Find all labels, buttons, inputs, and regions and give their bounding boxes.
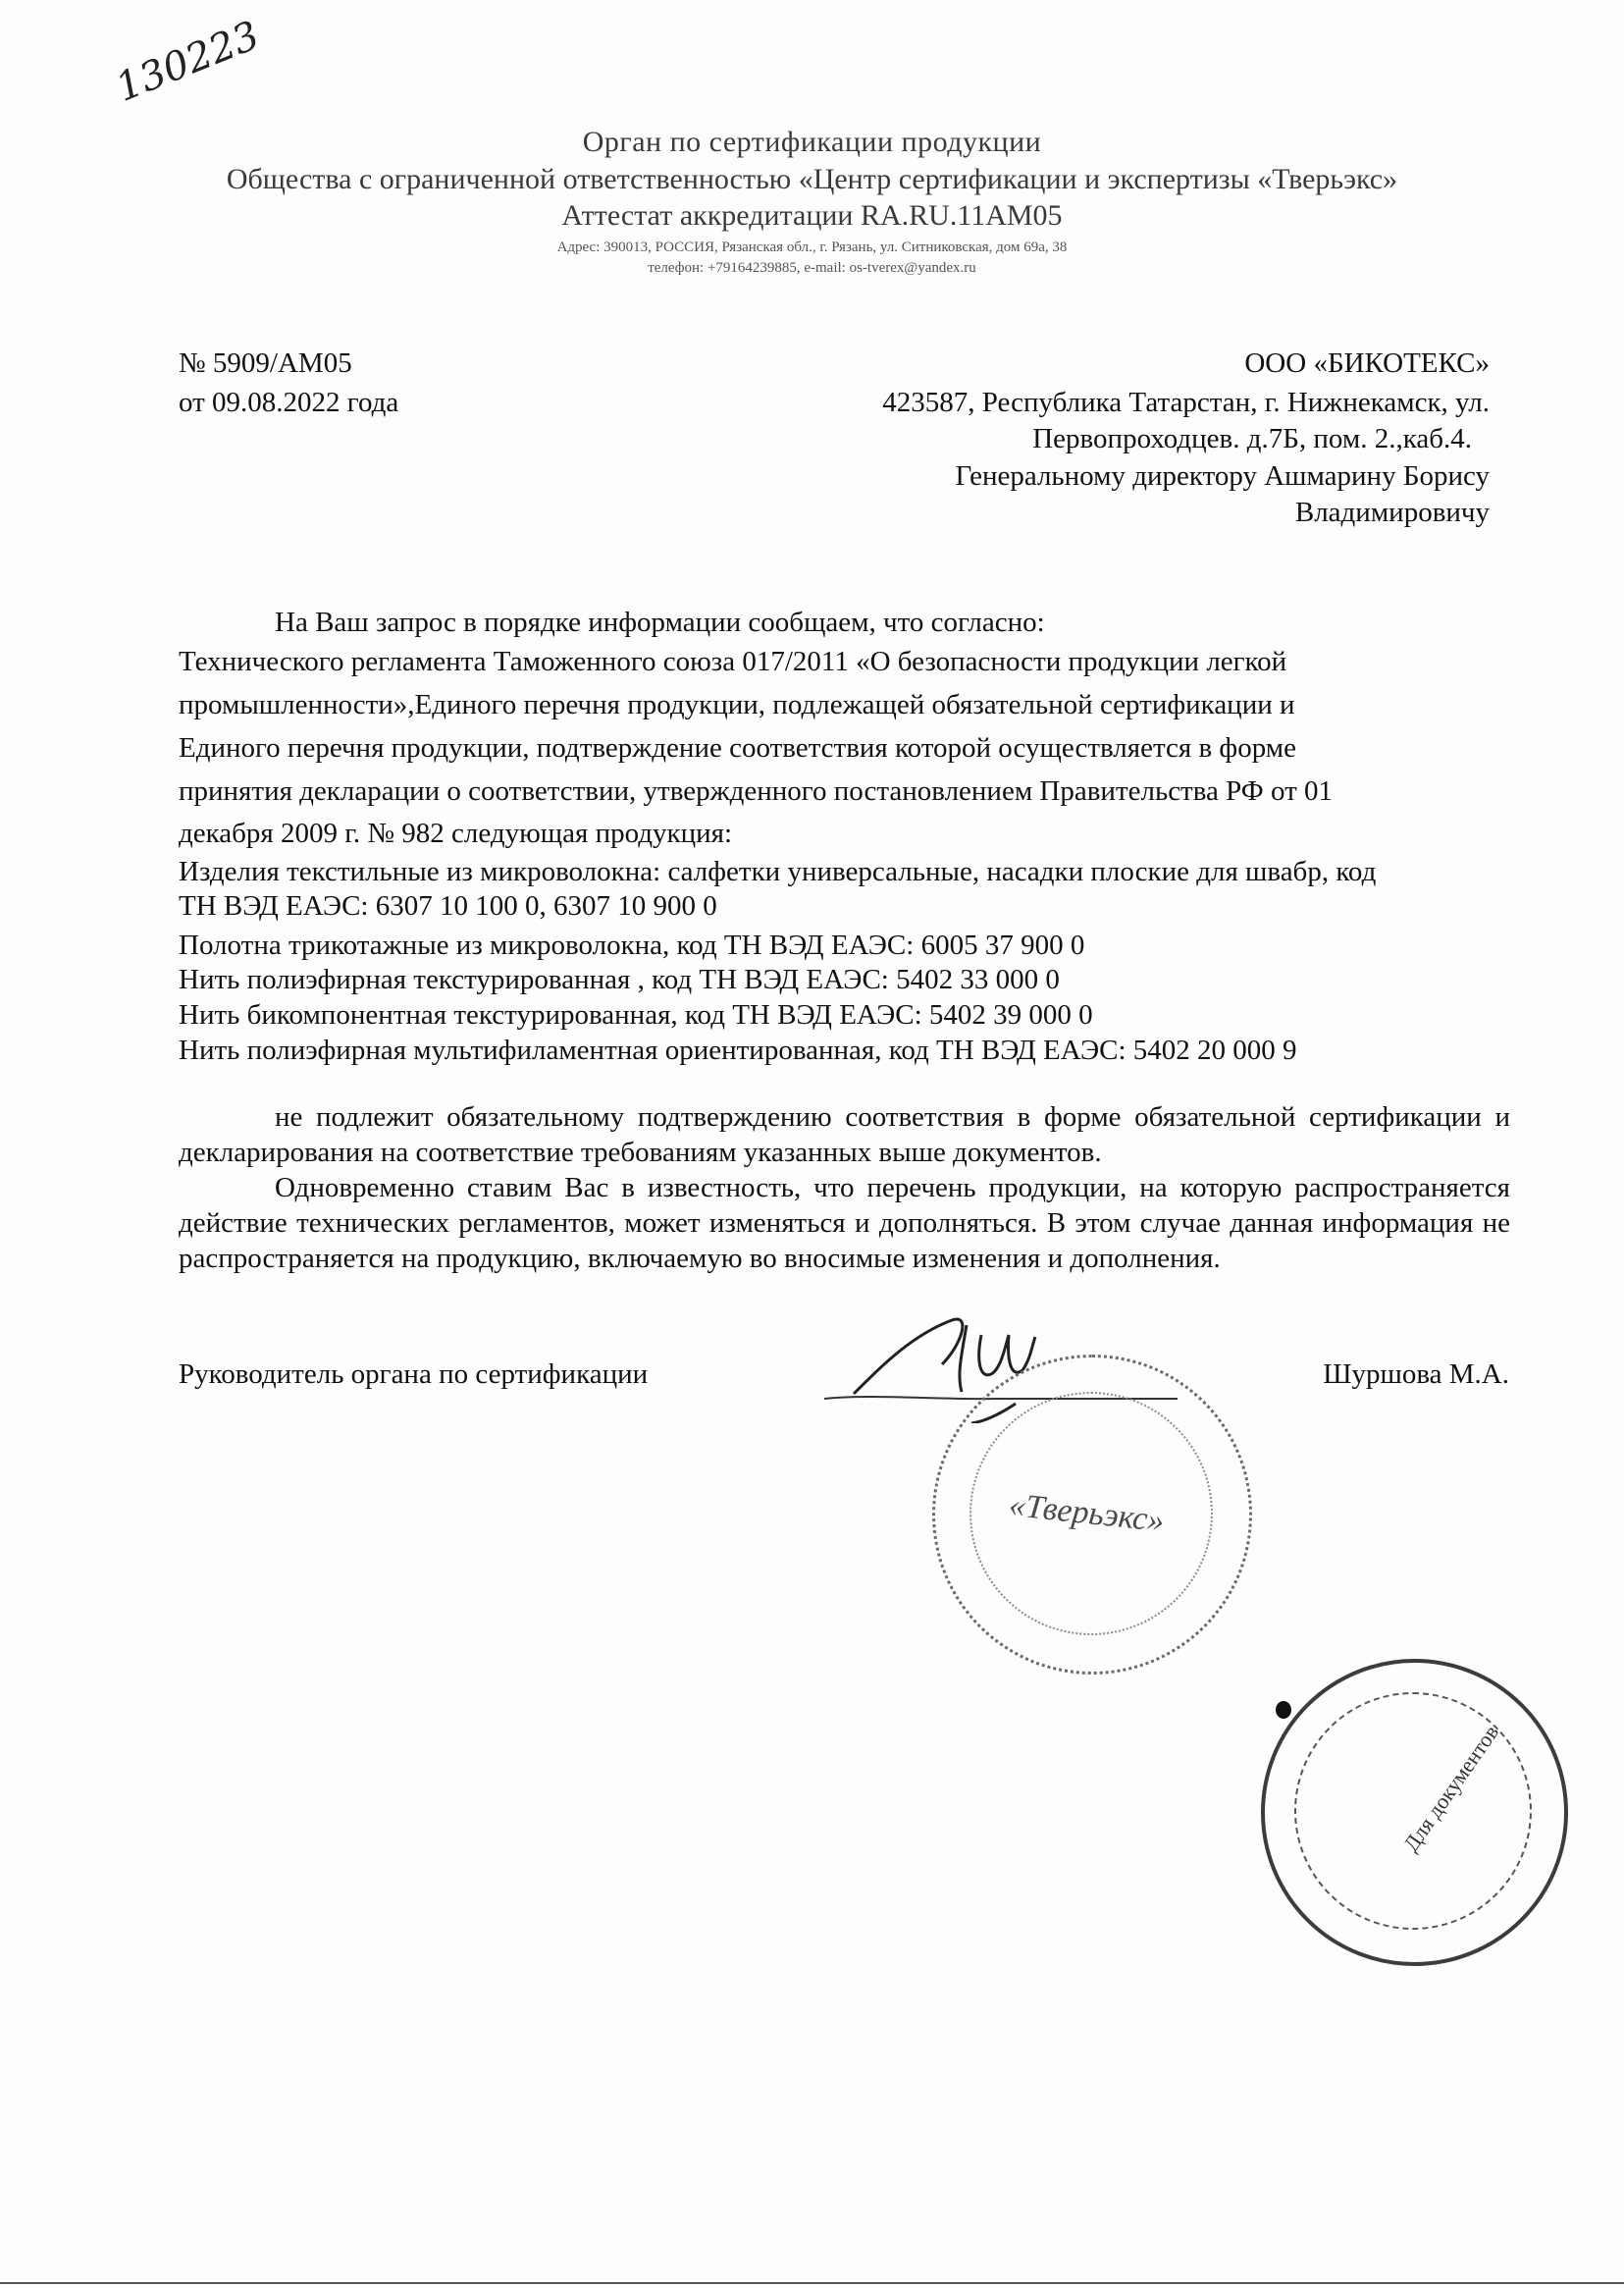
recipient-company: ООО «БИКОТЕКС»: [1244, 347, 1490, 379]
header-org-name: Общества с ограниченной ответственностью «Центр сертификации и экспертизы «Тверьэкс»: [226, 163, 1398, 195]
org-stamp: [932, 1355, 1252, 1675]
header-contacts: телефон: +79164239885, e-mail: os-tverex@yandex.ru: [648, 260, 976, 276]
product-line: ТН ВЭД ЕАЭС: 6307 10 100 0, 6307 10 900 0: [179, 890, 717, 922]
product-line: Полотна трикотажные из микроволокна, код ТН ВЭД ЕАЭС: 6005 37 900 0: [179, 930, 1085, 961]
recipient-addressee-line2: Владимировичу: [1294, 497, 1490, 528]
basis-line: принятия декларации о соответствии, утвержденного постановлением Правительства РФ от 01: [179, 775, 1334, 807]
document-stamp-text: Для документов: [1398, 1720, 1504, 1856]
basis-line: Единого перечня продукции, подтверждение соответствия которой осуществляется в форме: [179, 732, 1296, 764]
recipient-address-line1: 423587, Республика Татарстан, г. Нижнекамск, ул.: [882, 387, 1490, 418]
document-stamp: [1261, 1659, 1568, 1966]
product-line: Нить бикомпонентная текстурированная, код ТН ВЭД ЕАЭС: 5402 39 000 0: [179, 999, 1093, 1031]
handwritten-number: 130223: [109, 13, 266, 111]
org-stamp-text: «Тверьэкс»: [1007, 1486, 1167, 1540]
header-address: Адрес: 390013, РОССИЯ, Рязанская обл., г. Рязань, ул. Ситниковская, дом 69а, 38: [556, 239, 1068, 255]
doc-date: от 09.08.2022 года: [179, 387, 399, 418]
conclusion-paragraph: не подлежит обязательному подтверждению соответствия в форме обязательной сертификации и декларирования на соответствие требованиям указанных выше документов.: [179, 1101, 1510, 1168]
header-org-title: Орган по сертификации продукции: [582, 126, 1042, 158]
notice-paragraph: Одновременно ставим Вас в известность, что перечень продукции, на которую распространяется действие технических регламентов, может изменяться и дополняться. В этом случае данная информация не распространяется на продукцию, включаемую во вносимые изменения и дополнения.: [179, 1172, 1510, 1274]
signatory-position: Руководитель органа по сертификации: [179, 1358, 649, 1390]
recipient-addressee-line1: Генеральному директору Ашмарину Борису: [955, 460, 1490, 492]
ink-dot: [1276, 1701, 1291, 1719]
signatory-name: Шуршова М.А.: [1323, 1358, 1509, 1390]
scan-edge-line: [0, 2282, 1624, 2284]
basis-line: декабря 2009 г. № 982 следующая продукция:: [179, 818, 733, 849]
basis-line: Технического регламента Таможенного союза 017/2011 «О безопасности продукции легкой: [179, 646, 1287, 677]
basis-line: промышленности»,Единого перечня продукции, подлежащей обязательной сертификации и: [179, 689, 1295, 720]
doc-number: № 5909/АМ05: [179, 347, 352, 379]
intro-line: На Ваш запрос в порядке информации сообщаем, что согласно:: [275, 607, 1045, 638]
recipient-address-line2: Первопроходцев. д.7Б, пом. 2.,каб.4.: [1032, 423, 1472, 454]
header-accreditation: Аттестат аккредитации RA.RU.11АМ05: [561, 199, 1063, 232]
product-line: Нить полиэфирная текстурированная , код ТН ВЭД ЕАЭС: 5402 33 000 0: [179, 964, 1060, 995]
product-line: Нить полиэфирная мультифиламентная ориентированная, код ТН ВЭД ЕАЭС: 5402 20 000 9: [179, 1035, 1297, 1066]
product-line: Изделия текстильные из микроволокна: салфетки универсальные, насадки плоские для швабр, код: [179, 856, 1377, 887]
